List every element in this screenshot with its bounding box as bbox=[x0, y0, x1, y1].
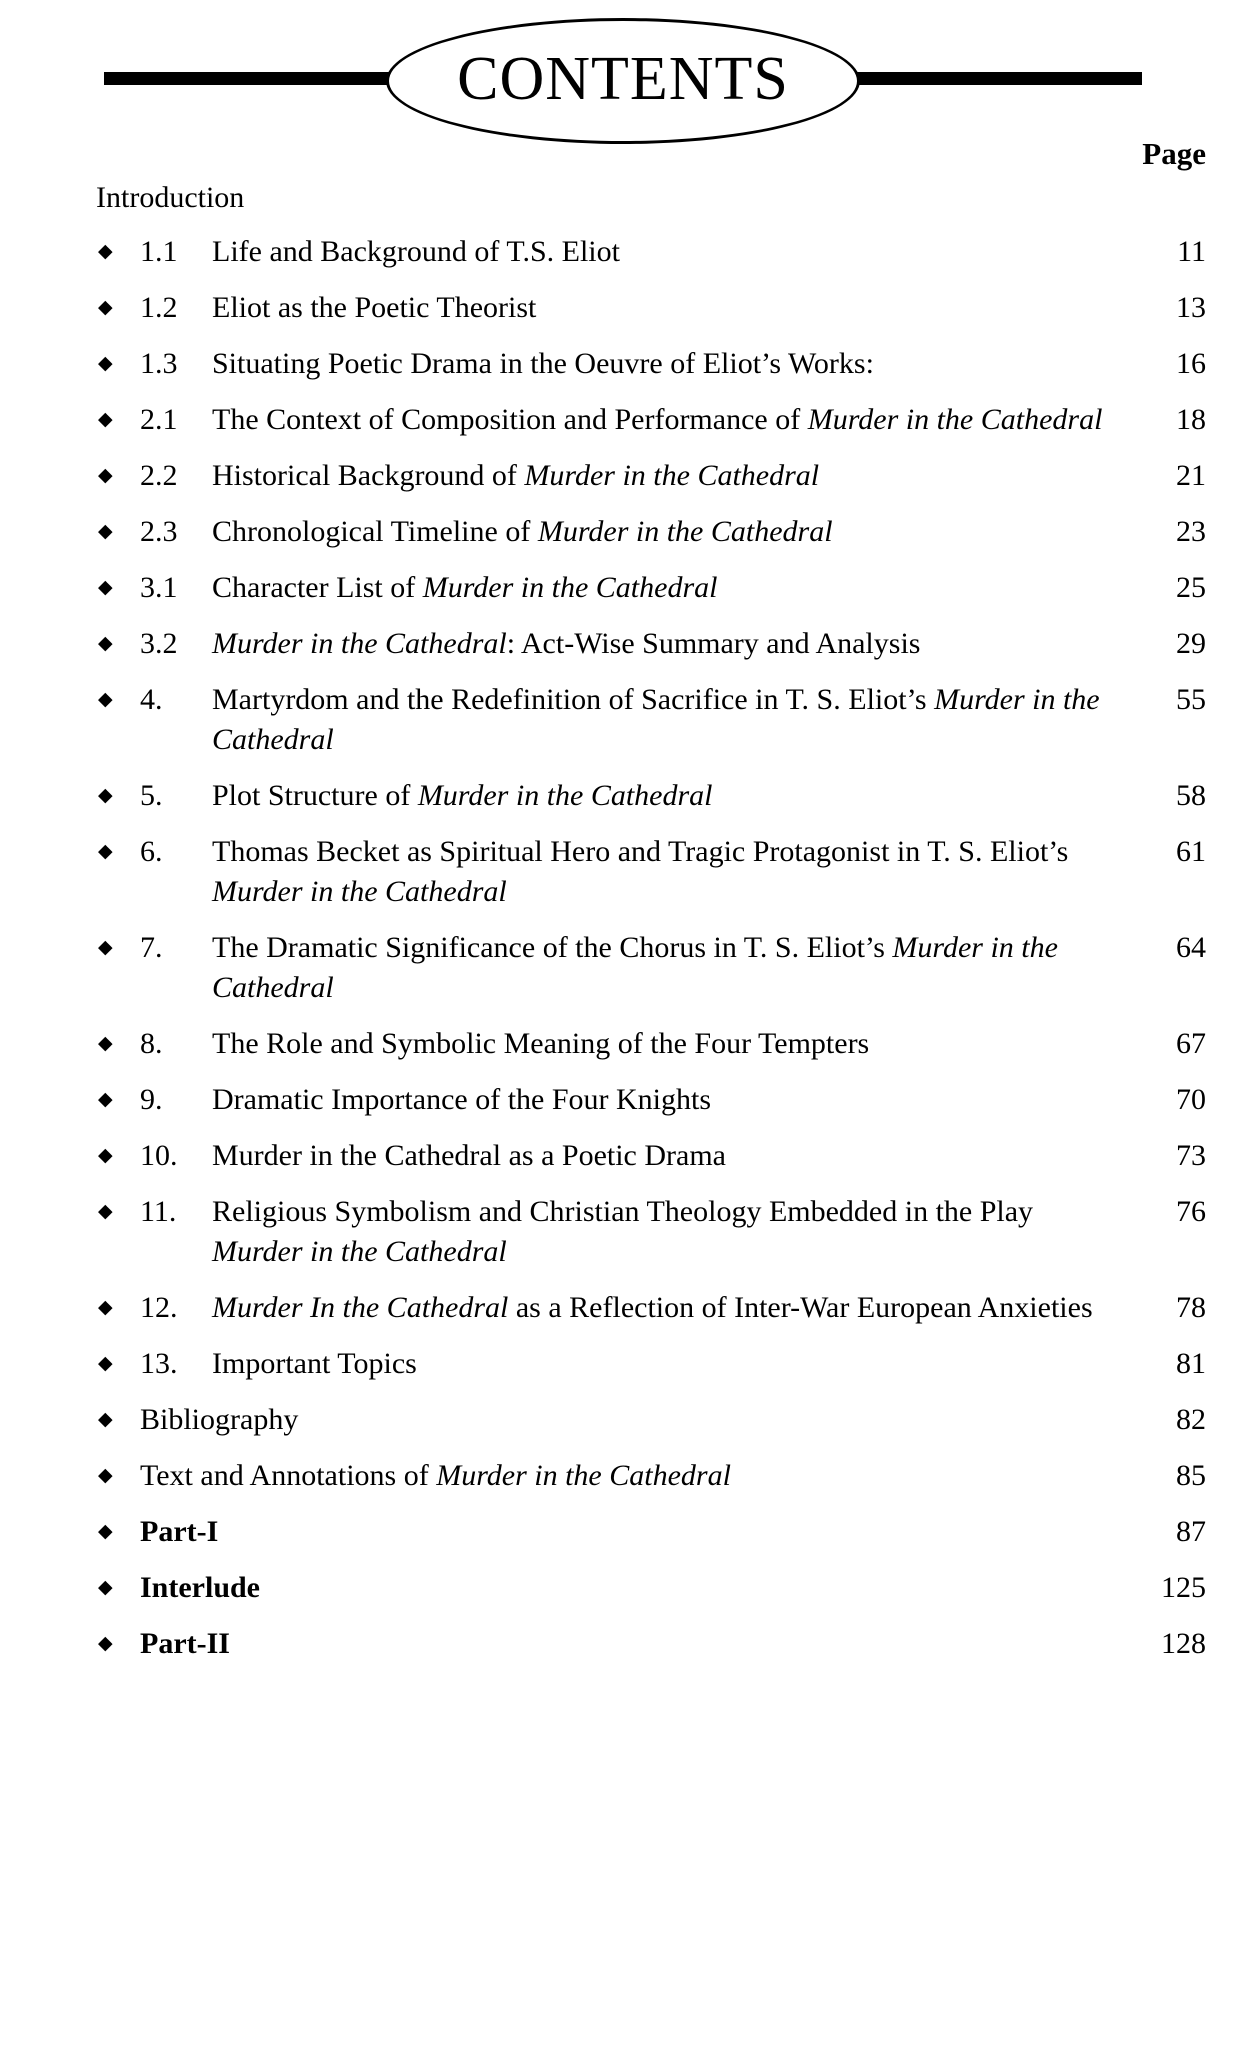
toc-entry-page-number: 87 bbox=[1176, 1515, 1206, 1548]
toc-entry[interactable] bbox=[96, 1344, 1206, 1384]
diamond-bullet-icon: ◆ bbox=[98, 297, 113, 318]
toc-entry-label: Murder in the Cathedral: Act-Wise Summary and Analysis bbox=[212, 627, 921, 660]
toc-entry[interactable] bbox=[96, 344, 1206, 384]
toc-entry-label: Interlude bbox=[140, 1571, 260, 1604]
diamond-bullet-icon: ◆ bbox=[98, 1089, 113, 1110]
toc-entry-number: 1.3 bbox=[140, 347, 178, 380]
toc-entry[interactable] bbox=[96, 512, 1206, 552]
toc-entry[interactable] bbox=[96, 1080, 1206, 1120]
toc-entry[interactable] bbox=[96, 1624, 1206, 1664]
diamond-bullet-icon: ◆ bbox=[98, 1145, 113, 1166]
toc-entry[interactable] bbox=[96, 1400, 1206, 1440]
toc-entry[interactable] bbox=[96, 1568, 1206, 1608]
diamond-bullet-icon: ◆ bbox=[98, 1577, 113, 1598]
toc-entry-page-number: 128 bbox=[1161, 1627, 1206, 1660]
toc-entry-page-number: 13 bbox=[1176, 291, 1206, 324]
diamond-bullet-icon: ◆ bbox=[98, 841, 113, 862]
toc-entry[interactable] bbox=[96, 832, 1206, 912]
toc-entry-page-number: 76 bbox=[1176, 1195, 1206, 1228]
toc-entry-number: 5. bbox=[140, 779, 163, 812]
toc-entry-page-number: 23 bbox=[1176, 515, 1206, 548]
toc-entry-page-number: 67 bbox=[1176, 1027, 1206, 1060]
toc-entry-label: Historical Background of Murder in the Cathedral bbox=[212, 459, 820, 492]
toc-entry[interactable] bbox=[96, 288, 1206, 328]
toc-entry-page-number: 64 bbox=[1176, 931, 1206, 964]
diamond-bullet-icon: ◆ bbox=[98, 465, 113, 486]
toc-entry-number: 3.2 bbox=[140, 627, 178, 660]
toc-entry-page-number: 25 bbox=[1176, 571, 1206, 604]
toc-entry-page-number: 70 bbox=[1176, 1083, 1206, 1116]
diamond-bullet-icon: ◆ bbox=[98, 1409, 113, 1430]
diamond-bullet-icon: ◆ bbox=[98, 409, 113, 430]
diamond-bullet-icon: ◆ bbox=[98, 577, 113, 598]
toc-entry-number: 2.3 bbox=[140, 515, 178, 548]
toc-list bbox=[0, 232, 1246, 1664]
toc-entry-page-number: 73 bbox=[1176, 1139, 1206, 1172]
toc-entry-introduction: Introduction bbox=[96, 181, 245, 214]
toc-entry[interactable] bbox=[96, 232, 1206, 272]
diamond-bullet-icon: ◆ bbox=[98, 1201, 113, 1222]
toc-entry[interactable] bbox=[96, 1512, 1206, 1552]
toc-entry[interactable] bbox=[96, 1456, 1206, 1496]
diamond-bullet-icon: ◆ bbox=[98, 937, 113, 958]
diamond-bullet-icon: ◆ bbox=[98, 1297, 113, 1318]
toc-entry[interactable] bbox=[96, 1288, 1206, 1328]
toc-entry-number: 2.2 bbox=[140, 459, 178, 492]
banner-rule-right bbox=[822, 72, 1142, 85]
toc-entry-page-number: 78 bbox=[1176, 1291, 1206, 1324]
diamond-bullet-icon: ◆ bbox=[98, 1633, 113, 1654]
diamond-bullet-icon: ◆ bbox=[98, 353, 113, 374]
toc-entry-number: 10. bbox=[140, 1139, 178, 1172]
toc-entry-number: 4. bbox=[140, 683, 163, 716]
toc-entry[interactable] bbox=[96, 680, 1206, 760]
toc-entry-number: 13. bbox=[140, 1347, 178, 1380]
toc-entry-page-number: 61 bbox=[1176, 835, 1206, 868]
toc-entry-label: Important Topics bbox=[212, 1347, 417, 1380]
diamond-bullet-icon: ◆ bbox=[98, 1033, 113, 1054]
toc-entry-label: Martyrdom and the Redefinition of Sacrifice in T. S. Eliot’s Murder in the Cathedral bbox=[212, 683, 1100, 756]
contents-banner bbox=[0, 0, 1246, 128]
toc-entry-label: Part-I bbox=[140, 1515, 219, 1548]
toc-entry[interactable] bbox=[96, 568, 1206, 608]
toc-entry[interactable] bbox=[96, 400, 1206, 440]
toc-entry[interactable] bbox=[96, 1024, 1206, 1064]
toc-entry-number: 3.1 bbox=[140, 571, 178, 604]
page-title: CONTENTS bbox=[457, 45, 789, 113]
banner-rule-left bbox=[104, 72, 424, 85]
toc-entry-label: The Dramatic Significance of the Chorus in T. S. Eliot’s Murder in the Cathedral bbox=[212, 931, 1058, 1004]
toc-entry-number: 2.1 bbox=[140, 403, 178, 436]
banner-ellipse bbox=[386, 18, 860, 144]
toc-entry-label: Dramatic Importance of the Four Knights bbox=[212, 1083, 712, 1116]
toc-entry-label: Life and Background of T.S. Eliot bbox=[212, 235, 620, 268]
toc-entry[interactable] bbox=[96, 1136, 1206, 1176]
toc-entry-label: Murder in the Cathedral as a Poetic Drama bbox=[212, 1139, 726, 1172]
diamond-bullet-icon: ◆ bbox=[98, 633, 113, 654]
toc-entry-page-number: 125 bbox=[1161, 1571, 1206, 1604]
diamond-bullet-icon: ◆ bbox=[98, 1353, 113, 1374]
toc-entry-page-number: 16 bbox=[1176, 347, 1206, 380]
toc-entry-number: 8. bbox=[140, 1027, 163, 1060]
toc-entry-label: Text and Annotations of Murder in the Cathedral bbox=[140, 1459, 731, 1492]
toc-entry-number: 1.1 bbox=[140, 235, 178, 268]
toc-entry-label: The Context of Composition and Performance of Murder in the Cathedral bbox=[212, 403, 1103, 436]
toc-entry-page-number: 82 bbox=[1176, 1403, 1206, 1436]
toc-entry-label: The Role and Symbolic Meaning of the Four Tempters bbox=[212, 1027, 870, 1060]
page-column-header: Page bbox=[1142, 136, 1206, 171]
toc-entry-label: Religious Symbolism and Christian Theology Embedded in the Play Murder in the Cathedral bbox=[212, 1195, 1034, 1268]
toc-entry-number: 7. bbox=[140, 931, 163, 964]
toc-entry-label: Plot Structure of Murder in the Cathedral bbox=[212, 779, 713, 812]
toc-entry-page-number: 11 bbox=[1177, 235, 1206, 268]
diamond-bullet-icon: ◆ bbox=[98, 689, 113, 710]
toc-entry[interactable] bbox=[96, 624, 1206, 664]
toc-entry-label: Bibliography bbox=[140, 1403, 299, 1436]
toc-entry-number: 11. bbox=[140, 1195, 177, 1228]
diamond-bullet-icon: ◆ bbox=[98, 785, 113, 806]
toc-entry-number: 12. bbox=[140, 1291, 178, 1324]
toc-entry-page-number: 58 bbox=[1176, 779, 1206, 812]
toc-entry-label: Situating Poetic Drama in the Oeuvre of Eliot’s Works: bbox=[212, 347, 874, 380]
diamond-bullet-icon: ◆ bbox=[98, 241, 113, 262]
diamond-bullet-icon: ◆ bbox=[98, 1465, 113, 1486]
toc-entry-page-number: 85 bbox=[1176, 1459, 1206, 1492]
diamond-bullet-icon: ◆ bbox=[98, 1521, 113, 1542]
toc-entry-page-number: 29 bbox=[1176, 627, 1206, 660]
toc-entry[interactable] bbox=[96, 776, 1206, 816]
toc-entry-label: Eliot as the Poetic Theorist bbox=[212, 291, 537, 324]
toc-entry-page-number: 55 bbox=[1176, 683, 1206, 716]
toc-entry-label: Chronological Timeline of Murder in the Cathedral bbox=[212, 515, 833, 548]
toc-entry[interactable] bbox=[96, 1192, 1206, 1272]
toc-entry-page-number: 18 bbox=[1176, 403, 1206, 436]
toc-entry-label: Murder In the Cathedral as a Reflection of Inter-War European Anxieties bbox=[212, 1291, 1093, 1324]
toc-entry-label: Thomas Becket as Spiritual Hero and Tragic Protagonist in T. S. Eliot’s Murder in the Cathedral bbox=[212, 835, 1069, 908]
toc-entry[interactable] bbox=[96, 456, 1206, 496]
toc-entry-number: 1.2 bbox=[140, 291, 178, 324]
toc-entry-page-number: 21 bbox=[1176, 459, 1206, 492]
diamond-bullet-icon: ◆ bbox=[98, 521, 113, 542]
toc-entry[interactable] bbox=[96, 928, 1206, 1008]
toc-entry-page-number: 81 bbox=[1176, 1347, 1206, 1380]
toc-entry-label: Character List of Murder in the Cathedral bbox=[212, 571, 718, 604]
toc-entry-number: 9. bbox=[140, 1083, 163, 1116]
toc-entry-label: Part-II bbox=[140, 1627, 230, 1660]
toc-entry-number: 6. bbox=[140, 835, 163, 868]
